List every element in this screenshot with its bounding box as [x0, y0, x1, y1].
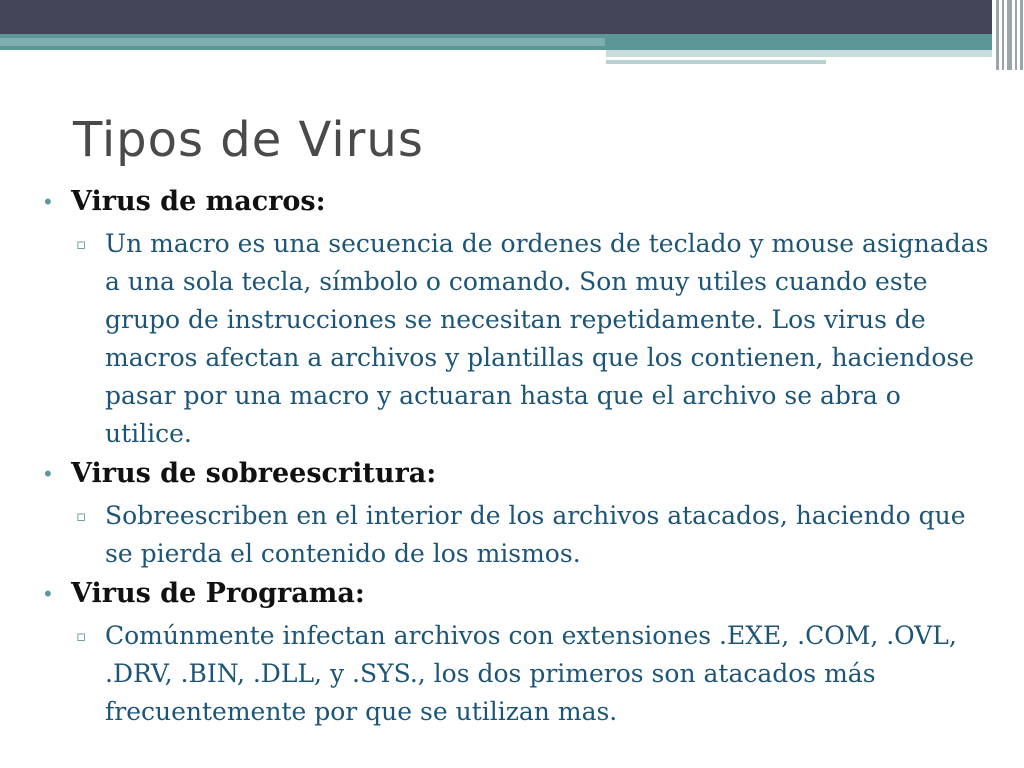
header-dark-bar: [0, 0, 1024, 34]
bullet-heading-macros: [42, 184, 992, 220]
sub-bullet-icon: ▫: [76, 627, 87, 645]
heading-text: Virus de Programa:: [71, 578, 365, 609]
header-teal-light-bar: [0, 38, 605, 46]
slide-content: [42, 182, 992, 734]
bullet-text-programa: [42, 617, 992, 731]
heading-text: Virus de sobreescritura:: [71, 458, 437, 489]
slide-title: Tipos de Virus: [73, 112, 424, 168]
bullet-icon: •: [42, 462, 54, 486]
body-text: Sobreescriben en el interior de los archivos atacados, haciendo que se pierda el contenido de los mismos.: [105, 501, 966, 568]
bullet-heading-sobreescritura: [42, 456, 992, 492]
bullet-text-sobreescritura: [42, 497, 992, 573]
sub-bullet-icon: ▫: [76, 507, 87, 525]
heading-text: Virus de macros:: [71, 186, 326, 217]
vertical-line: [1015, 0, 1017, 70]
vertical-line: [996, 0, 999, 70]
vertical-line: [1020, 0, 1023, 70]
bullet-text-macros: [42, 225, 992, 453]
header-accent-line-1: [606, 50, 998, 57]
header-vertical-lines: [992, 0, 1024, 70]
vertical-line: [1002, 0, 1004, 70]
header-accent-line-2: [606, 60, 826, 64]
bullet-icon: •: [42, 190, 54, 214]
vertical-line: [1007, 0, 1012, 70]
body-text: Un macro es una secuencia de ordenes de teclado y mouse asignadas a una sola tecla, símbolo o comando. Son muy utiles cuando este grupo de instrucciones se necesitan repetidamente. Los virus de macros afectan a archivos y plantillas que los contienen, haciendose pasar por una macro y actuaran hasta que el archivo se abra o utilice.: [105, 229, 989, 448]
bullet-icon: •: [42, 582, 54, 606]
bullet-heading-programa: [42, 576, 992, 612]
sub-bullet-icon: ▫: [76, 235, 87, 253]
body-text: Comúnmente infectan archivos con extensiones .EXE, .COM, .OVL, .DRV, .BIN, .DLL, y .SYS., los dos primeros son atacados más frecuentemente por que se utilizan mas.: [105, 621, 957, 726]
